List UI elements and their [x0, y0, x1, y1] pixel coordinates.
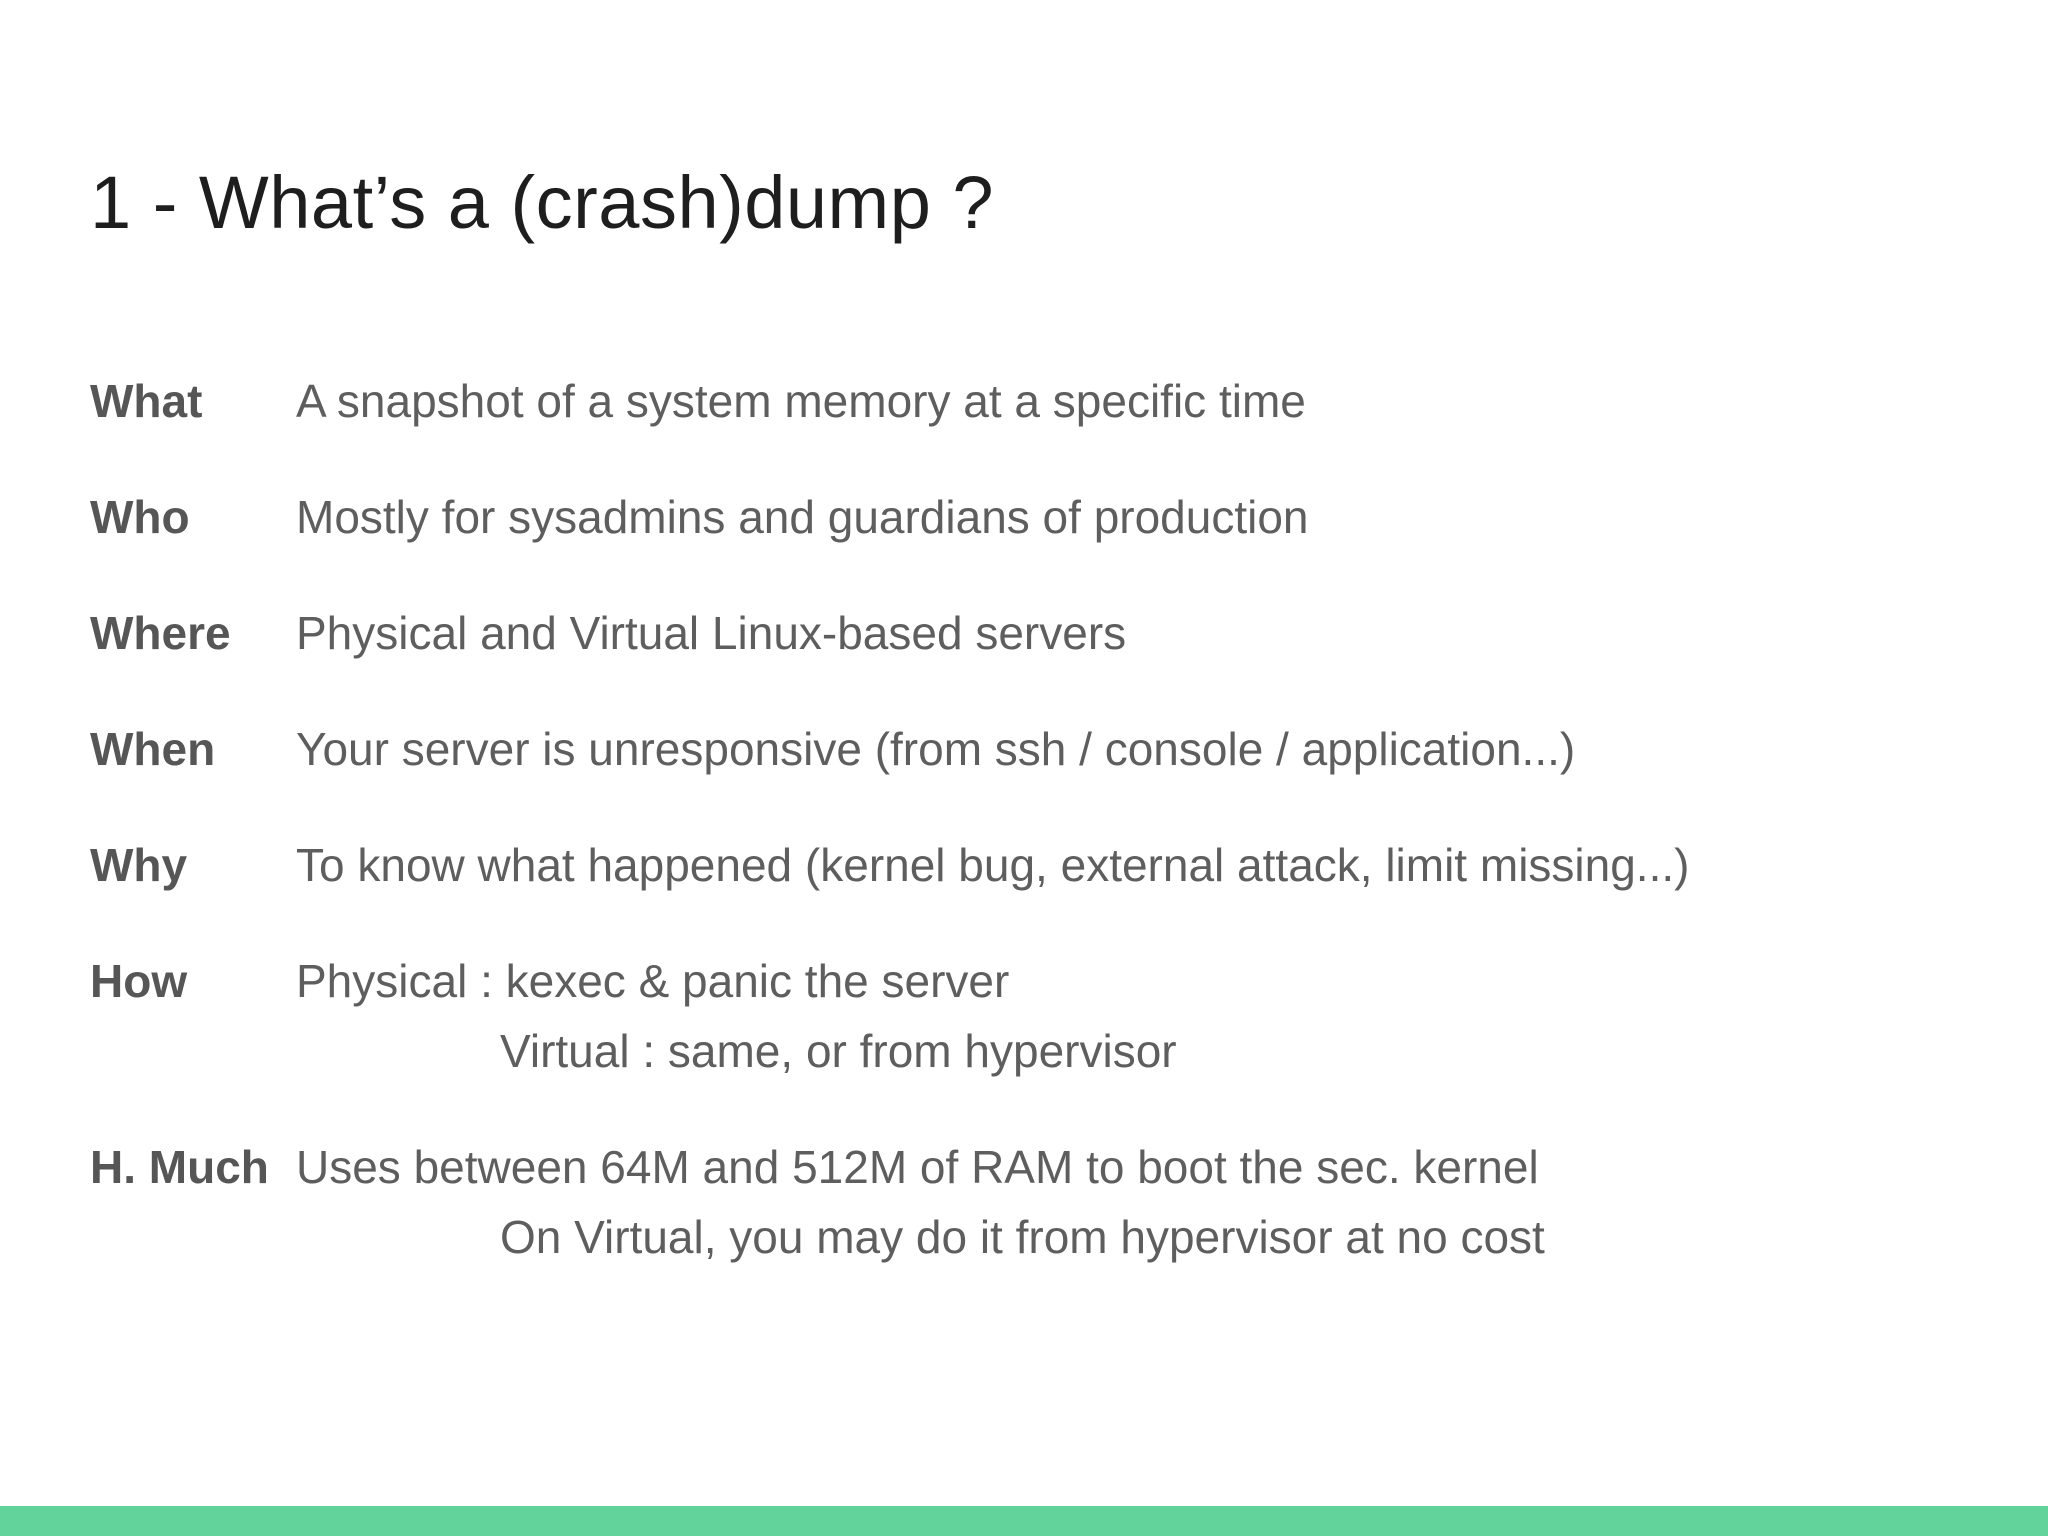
footer-accent-bar	[0, 1506, 2048, 1536]
desc-where: Physical and Virtual Linux-based servers	[296, 607, 1127, 659]
term-why: Why	[90, 839, 188, 891]
desc-how: Physical : kexec & panic the server	[296, 955, 1010, 1007]
desc-why: To know what happened (kernel bug, external attack, limit missing...)	[296, 839, 1690, 891]
term-when: When	[90, 723, 216, 775]
term-how-much: H. Much	[90, 1141, 269, 1193]
desc-when: Your server is unresponsive (from ssh / console / application...)	[296, 723, 1576, 775]
desc-how-much-continuation: On Virtual, you may do it from hypervisor at no cost	[500, 1211, 1545, 1263]
desc-what: A snapshot of a system memory at a specific time	[296, 375, 1306, 427]
term-how: How	[90, 955, 188, 1007]
slide-title: 1 - What’s a (crash)dump ?	[90, 161, 995, 244]
desc-how-much: Uses between 64M and 512M of RAM to boot the sec. kernel	[296, 1141, 1539, 1193]
term-what: What	[90, 375, 203, 427]
term-where: Where	[90, 607, 231, 659]
desc-how-continuation: Virtual : same, or from hypervisor	[500, 1025, 1177, 1077]
term-who: Who	[90, 491, 190, 543]
desc-who: Mostly for sysadmins and guardians of production	[296, 491, 1309, 543]
